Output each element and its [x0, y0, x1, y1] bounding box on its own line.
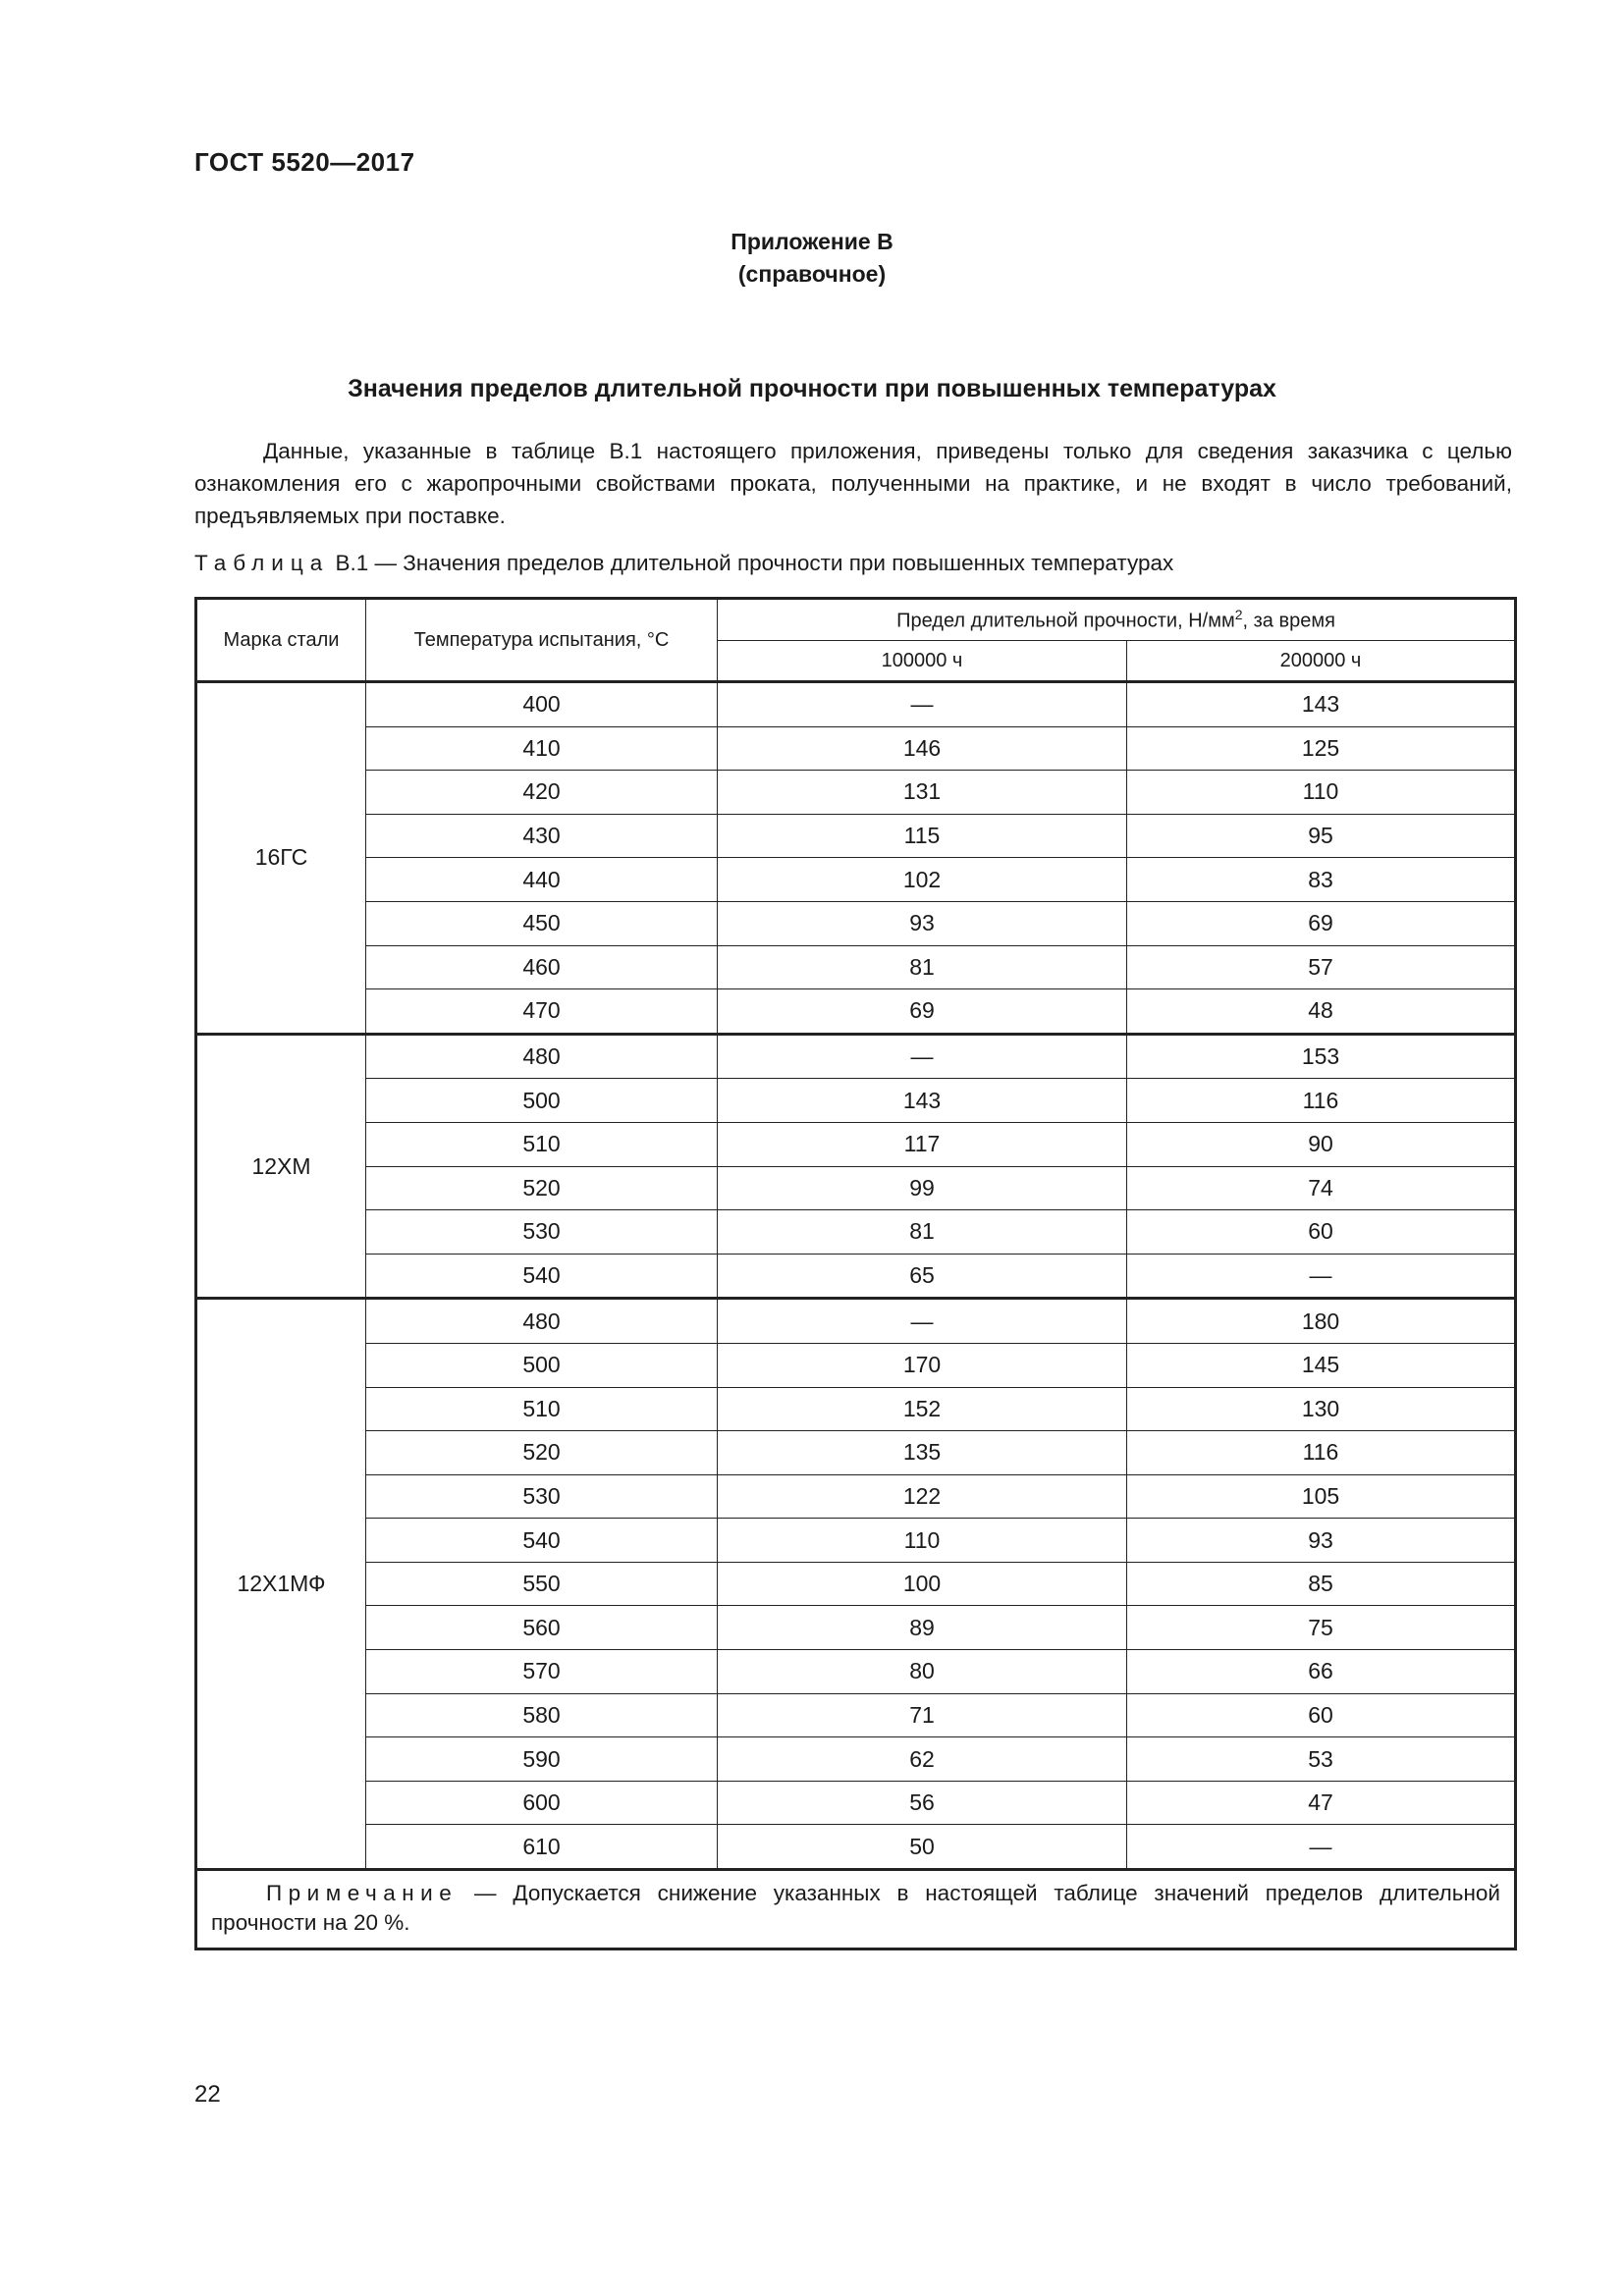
strength-100000-cell: 69 — [718, 989, 1127, 1035]
table-row — [196, 726, 1516, 771]
temperature-cell: 580 — [366, 1693, 718, 1737]
temperature-cell: 510 — [366, 1122, 718, 1166]
strength-100000-cell: 117 — [718, 1122, 1127, 1166]
strength-100000-cell: 102 — [718, 858, 1127, 902]
strength-200000-cell: 116 — [1127, 1079, 1516, 1123]
note-label: Примечание — [266, 1881, 459, 1906]
table-row — [196, 1562, 1516, 1606]
strength-200000-cell: 48 — [1127, 989, 1516, 1035]
strength-100000-cell: 135 — [718, 1431, 1127, 1475]
temperature-cell: 420 — [366, 771, 718, 815]
note-text: — Допускается снижение указанных в настоящей таблице значений пределов длительной прочности на 20 %. — [211, 1881, 1501, 1936]
table-row — [196, 771, 1516, 815]
temperature-cell: 560 — [366, 1606, 718, 1650]
strength-200000-cell: 53 — [1127, 1737, 1516, 1782]
strength-200000-cell: 95 — [1127, 814, 1516, 858]
strength-200000-cell: 60 — [1127, 1210, 1516, 1255]
strength-200000-cell: 145 — [1127, 1343, 1516, 1387]
appendix-title: Приложение В — [731, 229, 893, 254]
table-row — [196, 1166, 1516, 1210]
strength-200000-cell: 47 — [1127, 1781, 1516, 1825]
strength-100000-cell: 131 — [718, 771, 1127, 815]
header-time-100000: 100000 ч — [718, 641, 1127, 682]
table-row — [196, 1034, 1516, 1079]
header-strength-suffix: , за время — [1242, 610, 1335, 632]
strength-200000-cell: — — [1127, 1825, 1516, 1870]
strength-100000-cell: 65 — [718, 1254, 1127, 1299]
temperature-cell: 480 — [366, 1299, 718, 1344]
table-row — [196, 1781, 1516, 1825]
page-number: 22 — [194, 2081, 221, 2108]
strength-100000-cell: 122 — [718, 1474, 1127, 1519]
temperature-cell: 610 — [366, 1825, 718, 1870]
strength-200000-cell: 116 — [1127, 1431, 1516, 1475]
strength-200000-cell: 83 — [1127, 858, 1516, 902]
appendix-heading — [0, 226, 1624, 291]
strength-100000-cell: 56 — [718, 1781, 1127, 1825]
temperature-cell: 520 — [366, 1431, 718, 1475]
strength-200000-cell: 85 — [1127, 1562, 1516, 1606]
temperature-cell: 500 — [366, 1079, 718, 1123]
temperature-cell: 430 — [366, 814, 718, 858]
table-caption-label: Таблица — [194, 551, 330, 575]
strength-200000-cell: 125 — [1127, 726, 1516, 771]
steel-grade-cell: 16ГС — [196, 682, 366, 1035]
table-caption-text: — Значения пределов длительной прочности при повышенных температурах — [374, 551, 1174, 575]
table-row — [196, 1474, 1516, 1519]
header-strength-prefix: Предел длительной прочности, Н/мм — [896, 610, 1235, 632]
strength-100000-cell: 170 — [718, 1343, 1127, 1387]
strength-100000-cell: 71 — [718, 1693, 1127, 1737]
temperature-cell: 410 — [366, 726, 718, 771]
strength-200000-cell: 153 — [1127, 1034, 1516, 1079]
table-row — [196, 1650, 1516, 1694]
document-code: ГОСТ 5520—2017 — [194, 147, 415, 177]
table-row — [196, 1079, 1516, 1123]
temperature-cell: 570 — [366, 1650, 718, 1694]
strength-100000-cell: 89 — [718, 1606, 1127, 1650]
temperature-cell: 590 — [366, 1737, 718, 1782]
strength-100000-cell: 93 — [718, 901, 1127, 945]
temperature-cell: 550 — [366, 1562, 718, 1606]
strength-200000-cell: 60 — [1127, 1693, 1516, 1737]
strength-200000-cell: 57 — [1127, 945, 1516, 989]
table-row — [196, 1519, 1516, 1563]
table-row — [196, 814, 1516, 858]
temperature-cell: 520 — [366, 1166, 718, 1210]
intro-paragraph: Данные, указанные в таблице В.1 настоящего приложения, приведены только для сведения заказчика с целью ознакомления его с жаропрочными свойствами проката, полученными на практике, и не входят в число требований, предъявляемых при поставке. — [194, 439, 1512, 528]
section-title: Значения пределов длительной прочности при повышенных температурах — [348, 375, 1276, 402]
table-row — [196, 1387, 1516, 1431]
table-row — [196, 989, 1516, 1035]
table-row — [196, 945, 1516, 989]
table-row — [196, 858, 1516, 902]
table-row — [196, 1210, 1516, 1255]
strength-200000-cell: 130 — [1127, 1387, 1516, 1431]
table-row — [196, 682, 1516, 727]
strength-100000-cell: 99 — [718, 1166, 1127, 1210]
table-caption-number: В.1 — [335, 551, 369, 575]
strength-100000-cell: 110 — [718, 1519, 1127, 1563]
strength-100000-cell: 80 — [718, 1650, 1127, 1694]
header-time-200000: 200000 ч — [1127, 641, 1516, 682]
strength-100000-cell: 100 — [718, 1562, 1127, 1606]
strength-100000-cell: — — [718, 1299, 1127, 1344]
header-strength-sup: 2 — [1234, 607, 1243, 623]
temperature-cell: 510 — [366, 1387, 718, 1431]
strength-100000-cell: 81 — [718, 1210, 1127, 1255]
strength-200000-cell: 93 — [1127, 1519, 1516, 1563]
table-row — [196, 1737, 1516, 1782]
strength-200000-cell: 105 — [1127, 1474, 1516, 1519]
table-row — [196, 1431, 1516, 1475]
temperature-cell: 530 — [366, 1210, 718, 1255]
header-temperature: Температура испытания, °С — [366, 599, 718, 682]
table-note-body — [211, 1879, 1500, 1938]
header-grade: Марка стали — [196, 599, 366, 682]
strength-200000-cell: 66 — [1127, 1650, 1516, 1694]
strength-200000-cell: 69 — [1127, 901, 1516, 945]
strength-100000-cell: 152 — [718, 1387, 1127, 1431]
header-strength — [718, 599, 1516, 641]
table-row — [196, 1343, 1516, 1387]
strength-100000-cell: — — [718, 1034, 1127, 1079]
strength-table — [194, 597, 1517, 1950]
strength-100000-cell: 62 — [718, 1737, 1127, 1782]
strength-200000-cell: 75 — [1127, 1606, 1516, 1650]
temperature-cell: 480 — [366, 1034, 718, 1079]
temperature-cell: 460 — [366, 945, 718, 989]
temperature-cell: 540 — [366, 1254, 718, 1299]
temperature-cell: 500 — [366, 1343, 718, 1387]
table-row — [196, 1825, 1516, 1870]
appendix-subtitle: (справочное) — [737, 261, 887, 287]
strength-200000-cell: 143 — [1127, 682, 1516, 727]
temperature-cell: 440 — [366, 858, 718, 902]
table-row — [196, 901, 1516, 945]
strength-200000-cell: — — [1127, 1254, 1516, 1299]
temperature-cell: 600 — [366, 1781, 718, 1825]
strength-200000-cell: 110 — [1127, 771, 1516, 815]
strength-100000-cell: 143 — [718, 1079, 1127, 1123]
strength-100000-cell: 50 — [718, 1825, 1127, 1870]
strength-200000-cell: 180 — [1127, 1299, 1516, 1344]
table-note — [196, 1870, 1516, 1949]
table-row — [196, 1693, 1516, 1737]
temperature-cell: 450 — [366, 901, 718, 945]
table-row — [196, 1254, 1516, 1299]
table-row — [196, 1299, 1516, 1344]
table-row — [196, 1122, 1516, 1166]
strength-200000-cell: 74 — [1127, 1166, 1516, 1210]
strength-100000-cell: 115 — [718, 814, 1127, 858]
steel-grade-cell: 12ХМ — [196, 1034, 366, 1299]
strength-100000-cell: — — [718, 682, 1127, 727]
table-body — [196, 682, 1516, 1870]
steel-grade-cell: 12Х1МФ — [196, 1299, 366, 1870]
temperature-cell: 400 — [366, 682, 718, 727]
temperature-cell: 540 — [366, 1519, 718, 1563]
strength-100000-cell: 81 — [718, 945, 1127, 989]
temperature-cell: 530 — [366, 1474, 718, 1519]
strength-200000-cell: 90 — [1127, 1122, 1516, 1166]
temperature-cell: 470 — [366, 989, 718, 1035]
table-row — [196, 1606, 1516, 1650]
table-caption — [194, 551, 1173, 576]
strength-100000-cell: 146 — [718, 726, 1127, 771]
